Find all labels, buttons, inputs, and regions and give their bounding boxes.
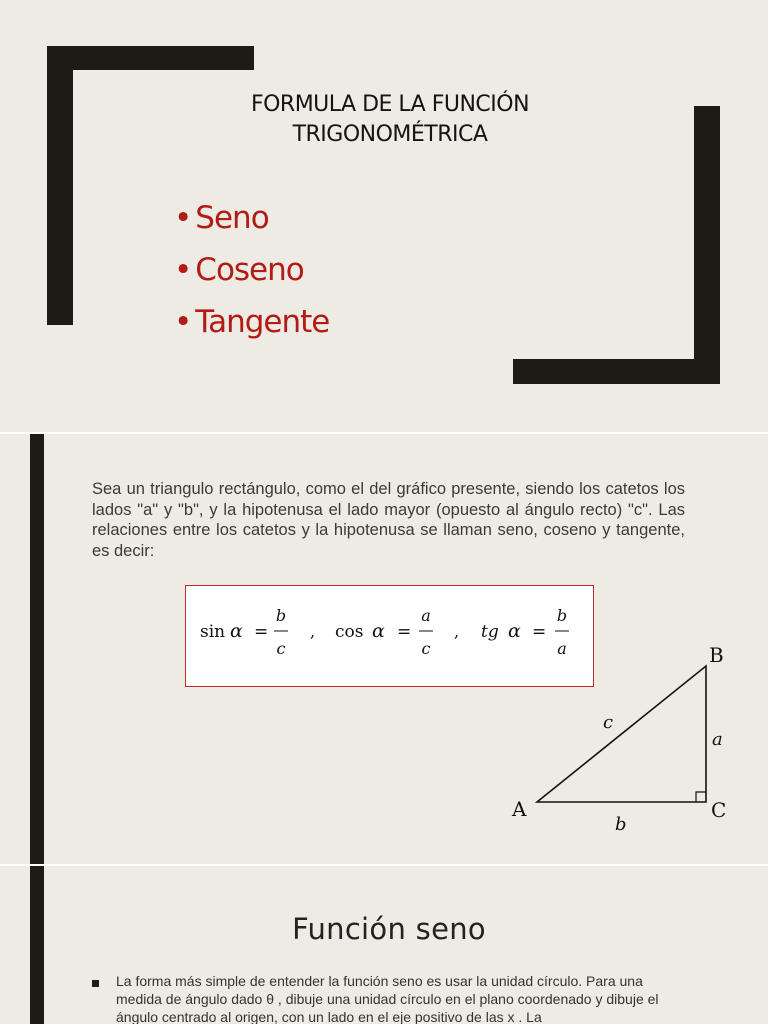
tg-numerator: b: [556, 606, 568, 625]
function-label: Coseno: [195, 252, 304, 288]
bullet-text: La forma más simple de entender la función seno es usar la unidad círculo. Para una medida de ángulo dado θ , dibuje una unidad círculo en el plano coordenado y dibuje el ángulo centrado al origen, con un lado en el eje positivo de las x . La: [116, 973, 659, 1024]
vertex-a-label: A: [512, 797, 527, 821]
square-bullet-icon: [92, 980, 99, 987]
slide-title: Función seno: [292, 912, 486, 946]
equals-sign: =: [397, 622, 412, 642]
left-accent-bar: [30, 434, 44, 864]
function-item-coseno: [174, 244, 329, 296]
slide-triangle-definition: [0, 434, 768, 864]
frame-corner-top-left-horizontal: [47, 46, 254, 70]
cos-numerator: a: [421, 606, 431, 625]
right-angle-marker: [696, 792, 706, 802]
function-label: Seno: [195, 200, 269, 236]
sin-function: sin: [200, 622, 226, 642]
vertex-c-label: C: [711, 798, 727, 822]
bullet-dot: •: [174, 200, 192, 236]
title-line-1: FORMULA DE LA FUNCIÓN: [250, 92, 530, 117]
bullet-dot: •: [174, 304, 192, 340]
list-item: [92, 972, 692, 1024]
frame-corner-top-left-vertical: [47, 46, 73, 325]
equals-sign: =: [532, 622, 547, 642]
tg-denominator: a: [557, 639, 567, 658]
side-a-label: a: [712, 729, 723, 750]
function-label: Tangente: [195, 304, 330, 340]
sin-denominator: c: [276, 639, 286, 658]
alpha-symbol: α: [508, 620, 521, 642]
cos-denominator: c: [421, 639, 431, 658]
cos-function: cos: [335, 622, 364, 642]
frame-corner-bottom-right-vertical: [694, 106, 720, 384]
slide-formula-title: [0, 0, 768, 432]
tg-function: tg: [481, 622, 499, 642]
right-triangle-diagram: [500, 639, 740, 839]
definition-paragraph: Sea un triangulo rectángulo, como el del gráfico presente, siendo los catetos los lados "a" y "b", y la hipotenusa el lado mayor (opuesto al ángulo recto) "c". Las relaciones entre los catetos y la hipotenusa se llaman seno, coseno y tangente, es decir:: [92, 480, 685, 560]
slide-funcion-seno: [0, 866, 768, 1024]
triangle-outline: [537, 666, 706, 802]
title-line-2: TRIGONOMÉTRICA: [292, 122, 488, 147]
sin-numerator: b: [275, 606, 287, 625]
separator: ,: [310, 622, 316, 641]
frame-corner-bottom-right-horizontal: [513, 359, 720, 384]
side-c-label: c: [603, 712, 614, 733]
function-list: [174, 192, 329, 348]
equals-sign: =: [254, 622, 269, 642]
alpha-symbol: α: [230, 620, 243, 642]
separator: ,: [454, 622, 460, 641]
function-item-seno: [174, 192, 329, 244]
bullet-dot: •: [174, 252, 192, 288]
alpha-symbol: α: [372, 620, 385, 642]
side-b-label: b: [615, 814, 627, 835]
vertex-b-label: B: [709, 643, 724, 667]
function-item-tangente: [174, 296, 329, 348]
slide-title: [160, 90, 620, 150]
